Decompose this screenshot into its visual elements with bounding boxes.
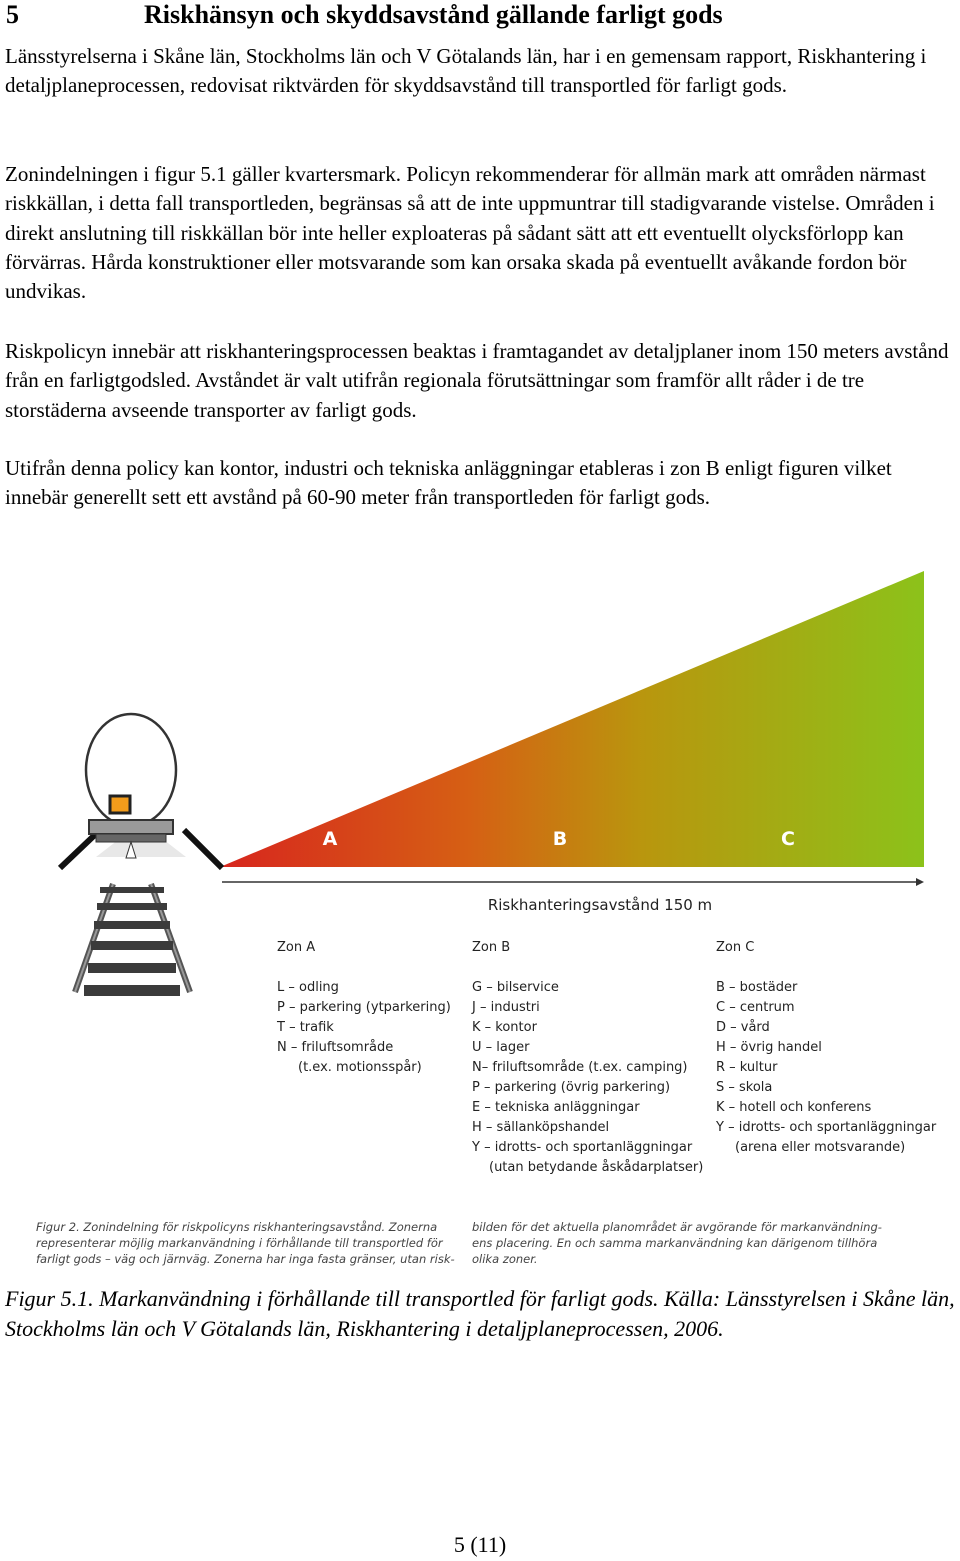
zone-figure — [0, 560, 960, 1280]
zone-a-heading: Zon A — [277, 940, 316, 955]
zone-a-item: N – friluftsområde — [277, 1040, 394, 1055]
zone-b-item: K – kontor — [472, 1020, 537, 1035]
zone-c-item: Y – idrotts- och sportanläggningar — [716, 1120, 937, 1135]
inner-caption-line: ens placering. En och samma markanvändning kan därigenom tillhöra — [472, 1236, 878, 1250]
inner-caption-line: bilden för det aktuella planområdet är avgörande för markanvändning- — [472, 1220, 882, 1234]
zone-b-item: H – sällanköpshandel — [472, 1120, 610, 1135]
zone-a-item: P – parkering (ytparkering) — [277, 1000, 451, 1015]
zone-letter-b: B — [552, 828, 568, 850]
paragraph-3: Riskpolicyn innebär att riskhanteringsprocessen beaktas i framtagandet av detaljplaner inom 150 meters avstånd från en farligtgodsled. Avståndet är valt utifrån regionala förutsättningar som framför allt råder i de tre storstäderna avseende transporter av farligt gods. — [5, 339, 949, 422]
zone-c-item: S – skola — [716, 1080, 773, 1095]
figure-caption: Figur 5.1. Markanvändning i förhållande till transportled för farligt gods. Källa: Länsstyrelsen i Skåne län, Stockholms län och V Götalands län, Riskhantering i detaljplaneprocessen, 2006. — [5, 1286, 955, 1341]
page-number: 5 (11) — [453, 1532, 507, 1557]
paragraph-1: Länsstyrelserna i Skåne län, Stockholms län och V Götalands län, har i en gemensam rapport, Riskhantering i detaljplaneprocessen, redovisat riktvärden för skyddsavstånd till transportled för farligt gods. — [5, 44, 927, 98]
tank-wagon-illustration — [60, 714, 222, 868]
distance-label: Riskhanteringsavstånd 150 m — [487, 896, 713, 914]
distance-arrow — [222, 878, 924, 886]
inner-caption-line: Figur 2. Zonindelning för riskpolicyns riskhanteringsavstånd. Zonerna — [36, 1220, 438, 1234]
zone-c-item: B – bostäder — [716, 980, 798, 995]
zone-letter-a: A — [322, 828, 338, 850]
zone-b-item: E – tekniska anläggningar — [472, 1100, 640, 1115]
zone-c-list — [715, 940, 937, 1155]
zone-c-item: D – vård — [716, 1020, 770, 1035]
section-number: 5 — [6, 0, 19, 29]
zone-b-item: (utan betydande åskådarplatser) — [489, 1160, 704, 1175]
zone-b-item: P – parkering (övrig parkering) — [472, 1080, 671, 1095]
zone-a-item: (t.ex. motionsspår) — [298, 1060, 422, 1075]
zone-b-item: U – lager — [472, 1040, 530, 1055]
zone-c-item: R – kultur — [716, 1060, 778, 1075]
inner-caption-line: farligt gods – väg och järnväg. Zonerna har inga fasta gränser, utan risk- — [36, 1252, 455, 1266]
zone-a-list — [276, 940, 451, 1075]
zone-c-item: C – centrum — [716, 1000, 795, 1015]
zone-c-item: (arena eller motsvarande) — [735, 1140, 906, 1155]
zone-c-item: H – övrig handel — [716, 1040, 822, 1055]
inner-caption-line: representerar möjlig markanvändning i förhållande till transportled för — [36, 1236, 443, 1250]
zone-letter-c: C — [781, 828, 795, 850]
section-title: Riskhänsyn och skyddsavstånd gällande farligt gods — [144, 0, 723, 29]
zone-b-item: N– friluftsområde (t.ex. camping) — [472, 1060, 688, 1075]
zone-b-item: G – bilservice — [472, 980, 559, 995]
inner-caption-line: olika zoner. — [472, 1252, 538, 1266]
railway-illustration — [75, 884, 190, 996]
zone-a-item: L – odling — [277, 980, 339, 995]
zone-c-heading: Zon C — [716, 940, 755, 955]
zone-a-item: T – trafik — [277, 1020, 334, 1035]
paragraph-2: Zonindelningen i figur 5.1 gäller kvartersmark. Policyn rekommenderar för allmän mark att områden närmast riskkällan, i detta fall transportleden, begränsas så att de inte uppmuntrar till stadigvarande vistelse. Områden i direkt anslutning till riskkällan bör inte heller exploateras på sådant sätt att ett eventuellt olycksförlopp kan förvärras. Hårda konstruktioner eller motsvarande som kan orsaka skada på eventuellt avåkande fordon bör undvikas. — [5, 162, 935, 304]
zone-b-item: Y – idrotts- och sportanläggningar — [472, 1140, 693, 1155]
zone-c-item: K – hotell och konferens — [716, 1100, 872, 1115]
paragraph-4: Utifrån denna policy kan kontor, industri och tekniska anläggningar etableras i zon B enligt figuren vilket innebär generellt sett ett avstånd på 60-90 meter från transportleden för farligt gods. — [5, 456, 892, 510]
risk-zone-wedge — [220, 571, 924, 867]
zone-b-list — [471, 940, 703, 1175]
zone-b-item: J – industri — [472, 1000, 540, 1015]
inner-figure-caption — [36, 1220, 882, 1266]
zone-b-heading: Zon B — [472, 940, 511, 955]
